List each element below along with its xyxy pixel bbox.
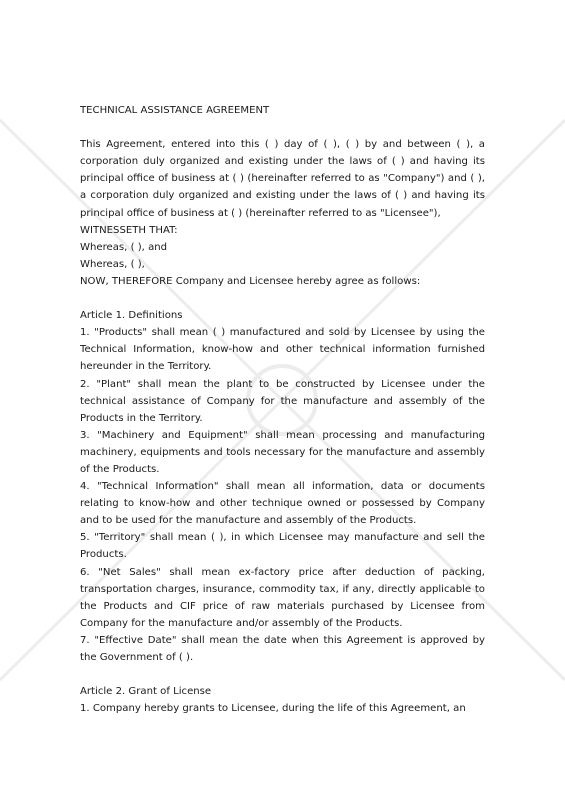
definition-item: 3. "Machinery and Equipment" shall mean processing and manufacturing machinery, equipments and tools necessary for the manufacture and assembly of the Products. — [80, 429, 485, 475]
definition-item: 4. "Technical Information" shall mean all information, data or documents relating to know-how and other technique owned or possessed by Company and to be used for the manufacture and assembly of the Products. — [80, 481, 485, 527]
document-title: TECHNICAL ASSISTANCE AGREEMENT — [80, 105, 270, 116]
definition-item: 1. "Products" shall mean ( ) manufactured and sold by Licensee by using the Technical Information, know-how and other technical information furnished hereunder in the Territory. — [80, 327, 485, 373]
definition-item: 5. "Territory" shall mean ( ), in which Licensee may manufacture and sell the Products. — [80, 532, 485, 561]
whereas-clause: Whereas, ( ), and — [80, 241, 168, 253]
definition-item: 7. "Effective Date" shall mean the date when this Agreement is approved by the Government of ( ). — [80, 634, 485, 663]
whereas-clause: Whereas, ( ), — [80, 258, 145, 270]
document-page — [80, 102, 485, 717]
definition-item: 6. "Net Sales" shall mean ex-factory price after deduction of packing, transportation charges, insurance, commodity tax, if any, directly applicable to the Products and CIF price of raw materials purchased by Licensee from Company for the manufacture and/or assembly of the Products. — [80, 566, 485, 629]
witnesseth-line: WITNESSETH THAT: — [80, 224, 178, 236]
now-therefore-clause: NOW, THEREFORE Company and Licensee hereby agree as follows: — [80, 275, 421, 287]
article-heading: Article 2. Grant of License — [80, 686, 212, 698]
article-heading: Article 1. Definitions — [80, 310, 183, 322]
definition-item: 2. "Plant" shall mean the plant to be constructed by Licensee under the technical assistance of Company for the manufacture and assembly of the Products in the Territory. — [80, 378, 485, 424]
article-paragraph: 1. Company hereby grants to Licensee, during the life of this Agreement, an — [80, 703, 466, 715]
preamble-paragraph: This Agreement, entered into this ( ) day of ( ), ( ) by and between ( ), a corporation duly organized and existing under the laws of ( ) and having its principal office of business at ( ) (hereinafter referred to as "Company") and ( ), a corporation duly organized and existing under the laws of ( ) and having its principal office of business at ( ) (hereinafter referred to as "Licensee"), — [80, 139, 485, 219]
